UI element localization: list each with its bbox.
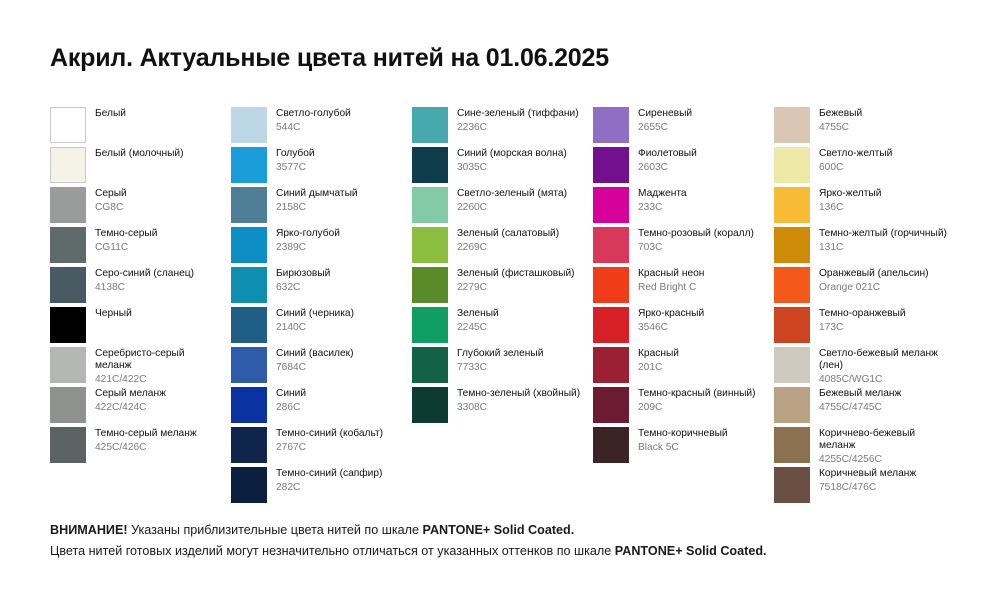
- footer-line-1-bold: PANTONE+ Solid Coated.: [422, 523, 575, 537]
- color-swatch: [774, 227, 810, 263]
- color-swatch: [774, 107, 810, 143]
- swatch-name: Глубокий зеленый: [457, 348, 544, 359]
- swatch-name: Бежевый меланж: [819, 388, 902, 399]
- swatch-code: Orange 021C: [819, 281, 881, 293]
- swatch-name: Темно-желтый (горчичный): [819, 228, 947, 239]
- footer-line-2-text: Цвета нитей готовых изделий могут незначительно отличаться от указанных оттенков по шкале: [50, 543, 615, 558]
- swatch-name: Коричневый меланж: [819, 468, 917, 479]
- swatch-column: [50, 107, 231, 507]
- swatch-name: Темно-серый: [95, 228, 158, 239]
- swatch-row: [50, 427, 231, 467]
- swatch-labels: [95, 147, 183, 160]
- swatch-code: 233C: [638, 201, 663, 213]
- color-swatch: [593, 347, 629, 383]
- swatch-name: Темно-коричневый: [638, 428, 728, 439]
- swatch-code: 421C/422C: [95, 373, 147, 385]
- swatch-labels: [276, 187, 358, 214]
- swatch-name: Темно-синий (кобальт): [276, 428, 384, 439]
- swatch-code: 3577C: [276, 161, 307, 173]
- swatch-labels: [95, 227, 157, 254]
- footer-line-2: [50, 541, 767, 562]
- swatch-code: 131C: [819, 241, 844, 253]
- color-swatch: [774, 147, 810, 183]
- swatch-row: [231, 227, 412, 267]
- swatch-labels: [276, 307, 354, 334]
- swatch-name: Серебристо-серый меланж: [95, 348, 185, 372]
- color-swatch: [412, 267, 448, 303]
- color-swatch: [593, 107, 629, 143]
- swatch-name: Белый: [95, 108, 126, 119]
- swatch-row: [231, 467, 412, 507]
- swatch-labels: [276, 107, 351, 134]
- color-swatch: [50, 187, 86, 223]
- swatch-name: Серый: [95, 188, 127, 199]
- swatch-row: [593, 147, 774, 187]
- color-swatch: [50, 307, 86, 343]
- color-swatch: [50, 347, 86, 383]
- swatch-labels: [457, 187, 567, 214]
- swatch-row: [231, 267, 412, 307]
- swatch-row: [231, 187, 412, 227]
- color-swatch: [412, 347, 448, 383]
- swatch-code: 2389C: [276, 241, 307, 253]
- swatch-labels: [457, 147, 567, 174]
- swatch-name: Темно-зеленый (хвойный): [457, 388, 581, 399]
- swatch-row: [412, 187, 593, 227]
- color-swatch: [231, 387, 267, 423]
- swatch-row: [231, 387, 412, 427]
- color-swatch: [412, 187, 448, 223]
- swatch-code: 2603C: [638, 161, 669, 173]
- swatch-code: 600C: [819, 161, 844, 173]
- color-swatch: [774, 427, 810, 463]
- swatch-code: 7684C: [276, 361, 307, 373]
- swatch-code: 3308C: [457, 401, 488, 413]
- swatch-labels: [457, 107, 579, 134]
- swatch-labels: [276, 147, 315, 174]
- swatch-name: Синий (черника): [276, 308, 354, 319]
- swatch-labels: [276, 467, 382, 494]
- swatch-row: [412, 307, 593, 347]
- swatch-row: [774, 187, 955, 227]
- swatch-labels: [457, 267, 575, 294]
- swatch-name: Красный: [638, 348, 679, 359]
- color-swatch: [593, 187, 629, 223]
- swatch-labels: [638, 387, 756, 414]
- swatch-code: 425C/426C: [95, 441, 147, 453]
- page-title: Акрил. Актуальные цвета нитей на 01.06.2025: [50, 44, 609, 72]
- color-swatch: [231, 107, 267, 143]
- swatch-name: Светло-желтый: [819, 148, 893, 159]
- swatch-row: [593, 267, 774, 307]
- footer-line-2-bold: PANTONE+ Solid Coated.: [614, 543, 767, 558]
- swatch-row: [593, 427, 774, 467]
- swatch-labels: [638, 187, 687, 214]
- swatch-row: [412, 227, 593, 267]
- swatch-row: [774, 307, 955, 347]
- swatch-name: Голубой: [276, 148, 315, 159]
- swatch-code: 2140C: [276, 321, 307, 333]
- swatch-code: 2279C: [457, 281, 488, 293]
- swatch-row: [774, 267, 955, 307]
- swatch-code: 2158C: [276, 201, 307, 213]
- swatch-name: Темно-розовый (коралл): [638, 228, 754, 239]
- swatch-labels: [819, 147, 892, 174]
- swatch-row: [50, 267, 231, 307]
- swatch-row: [231, 347, 412, 387]
- footer-note: [50, 520, 767, 562]
- swatch-row: [774, 147, 955, 187]
- swatch-code: Black 5C: [638, 441, 679, 453]
- color-swatch: [231, 467, 267, 503]
- swatch-row: [50, 227, 231, 267]
- swatch-labels: [457, 307, 499, 334]
- swatch-name: Темно-серый меланж: [95, 428, 197, 439]
- color-swatch: [231, 187, 267, 223]
- swatch-row: [231, 107, 412, 147]
- swatch-code: 201C: [638, 361, 663, 373]
- swatch-name: Темно-синий (сапфир): [276, 468, 383, 479]
- swatch-code: 4085C/WG1C: [819, 373, 883, 385]
- swatch-code: 209C: [638, 401, 663, 413]
- swatch-code: 136C: [819, 201, 844, 213]
- swatch-code: 632C: [276, 281, 301, 293]
- color-swatch: [774, 347, 810, 383]
- swatch-name: Синий (василек): [276, 348, 354, 359]
- swatch-name: Синий (морская волна): [457, 148, 567, 159]
- swatch-name: Бирюзовый: [276, 268, 331, 279]
- swatch-name: Светло-бежевый меланж (лен): [819, 348, 938, 372]
- color-swatch: [50, 107, 86, 143]
- swatch-labels: [819, 347, 947, 386]
- color-swatch: [593, 307, 629, 343]
- swatch-labels: [276, 427, 383, 454]
- swatch-name: Синий: [276, 388, 307, 399]
- swatch-code: 4755C: [819, 121, 850, 133]
- swatch-labels: [457, 347, 543, 374]
- swatch-column: [774, 107, 955, 507]
- swatch-labels: [638, 227, 754, 254]
- swatch-name: Черный: [95, 308, 132, 319]
- swatch-code: 3035C: [457, 161, 488, 173]
- color-swatch: [593, 227, 629, 263]
- swatch-code: 2260C: [457, 201, 488, 213]
- swatch-name: Темно-оранжевый: [819, 308, 906, 319]
- swatch-columns: [50, 107, 956, 507]
- swatch-name: Ярко-голубой: [276, 228, 340, 239]
- swatch-labels: [819, 267, 929, 294]
- color-swatch: [412, 147, 448, 183]
- swatch-code: 286C: [276, 401, 301, 413]
- swatch-row: [50, 187, 231, 227]
- footer-line-1: [50, 520, 767, 541]
- color-swatch: [50, 147, 86, 183]
- swatch-code: 2767C: [276, 441, 307, 453]
- swatch-labels: [638, 107, 692, 134]
- swatch-name: Ярко-красный: [638, 308, 705, 319]
- swatch-labels: [819, 467, 916, 494]
- swatch-row: [774, 467, 955, 507]
- swatch-labels: [819, 307, 906, 334]
- swatch-row: [774, 427, 955, 467]
- swatch-name: Зеленый (фисташковый): [457, 268, 575, 279]
- swatch-row: [412, 347, 593, 387]
- swatch-code: 2245C: [457, 321, 488, 333]
- swatch-row: [593, 387, 774, 427]
- swatch-name: Синий дымчатый: [276, 188, 358, 199]
- swatch-row: [774, 347, 955, 387]
- color-swatch: [231, 347, 267, 383]
- swatch-labels: [95, 107, 126, 120]
- swatch-labels: [276, 387, 306, 414]
- swatch-row: [231, 147, 412, 187]
- color-swatch: [774, 267, 810, 303]
- swatch-row: [593, 187, 774, 227]
- swatch-name: Красный неон: [638, 268, 705, 279]
- swatch-column: [231, 107, 412, 507]
- swatch-code: 4138C: [95, 281, 126, 293]
- swatch-name: Коричнево-бежевый меланж: [819, 428, 916, 452]
- swatch-code: 7733C: [457, 361, 488, 373]
- color-swatch: [50, 227, 86, 263]
- swatch-name: Маджента: [638, 188, 687, 199]
- swatch-labels: [638, 267, 704, 294]
- swatch-name: Сиреневый: [638, 108, 693, 119]
- swatch-row: [231, 307, 412, 347]
- swatch-labels: [95, 267, 194, 294]
- swatch-code: 2269C: [457, 241, 488, 253]
- color-swatch: [231, 267, 267, 303]
- swatch-name: Светло-голубой: [276, 108, 351, 119]
- swatch-column: [412, 107, 593, 507]
- swatch-name: Фиолетовый: [638, 148, 697, 159]
- swatch-code: 422C/424C: [95, 401, 147, 413]
- color-swatch: [593, 267, 629, 303]
- swatch-code: CG11C: [95, 241, 129, 253]
- swatch-row: [50, 347, 231, 387]
- swatch-name: Ярко-желтый: [819, 188, 882, 199]
- swatch-labels: [819, 107, 862, 134]
- swatch-name: Белый (молочный): [95, 148, 184, 159]
- swatch-name: Оранжевый (апельсин): [819, 268, 929, 279]
- swatch-row: [50, 307, 231, 347]
- color-swatch: [231, 427, 267, 463]
- swatch-labels: [819, 387, 901, 414]
- swatch-code: Red Bright C: [638, 281, 697, 293]
- swatch-labels: [638, 347, 679, 374]
- color-swatch: [50, 387, 86, 423]
- color-swatch: [412, 307, 448, 343]
- color-swatch: [593, 387, 629, 423]
- swatch-labels: [638, 147, 697, 174]
- footer-line-1-text: Указаны приблизительные цвета нитей по шкале: [127, 523, 423, 537]
- swatch-labels: [638, 307, 704, 334]
- footer-attention-label: ВНИМАНИЕ!: [50, 523, 128, 537]
- swatch-row: [593, 347, 774, 387]
- swatch-labels: [819, 227, 947, 254]
- swatch-row: [593, 107, 774, 147]
- swatch-code: 2655C: [638, 121, 669, 133]
- swatch-row: [412, 267, 593, 307]
- color-swatch: [593, 427, 629, 463]
- swatch-name: Зеленый: [457, 308, 499, 319]
- swatch-labels: [95, 427, 197, 454]
- color-swatch: [774, 187, 810, 223]
- color-swatch: [231, 227, 267, 263]
- swatch-row: [774, 227, 955, 267]
- swatch-name: Серо-синий (сланец): [95, 268, 194, 279]
- swatch-row: [593, 307, 774, 347]
- swatch-row: [412, 387, 593, 427]
- swatch-row: [774, 387, 955, 427]
- color-swatch: [50, 267, 86, 303]
- swatch-labels: [819, 187, 881, 214]
- swatch-code: 544C: [276, 121, 301, 133]
- color-swatch: [774, 387, 810, 423]
- swatch-labels: [457, 387, 580, 414]
- swatch-row: [412, 147, 593, 187]
- color-swatch: [231, 307, 267, 343]
- color-swatch: [774, 307, 810, 343]
- swatch-labels: [95, 387, 166, 414]
- swatch-labels: [95, 187, 127, 214]
- swatch-labels: [276, 227, 340, 254]
- swatch-name: Темно-красный (винный): [638, 388, 756, 399]
- swatch-row: [50, 387, 231, 427]
- swatch-name: Сине-зеленый (тиффани): [457, 108, 579, 119]
- swatch-row: [774, 107, 955, 147]
- swatch-column: [593, 107, 774, 507]
- swatch-labels: [457, 227, 559, 254]
- swatch-code: 4755C/4745C: [819, 401, 882, 413]
- color-swatch: [412, 107, 448, 143]
- swatch-code: 7518C/476C: [819, 481, 877, 493]
- swatch-row: [50, 107, 231, 147]
- swatch-row: [231, 427, 412, 467]
- swatch-row: [412, 107, 593, 147]
- color-swatch: [50, 427, 86, 463]
- swatch-code: 282C: [276, 481, 301, 493]
- swatch-name: Серый меланж: [95, 388, 166, 399]
- swatch-name: Бежевый: [819, 108, 863, 119]
- swatch-code: CG8C: [95, 201, 124, 213]
- swatch-labels: [638, 427, 728, 454]
- swatch-row: [593, 227, 774, 267]
- swatch-labels: [95, 347, 223, 386]
- swatch-labels: [276, 267, 330, 294]
- color-swatch: [593, 147, 629, 183]
- color-swatch: [231, 147, 267, 183]
- swatch-labels: [276, 347, 354, 374]
- swatch-name: Светло-зеленый (мята): [457, 188, 568, 199]
- swatch-labels: [95, 307, 132, 320]
- swatch-code: 703C: [638, 241, 663, 253]
- swatch-labels: [819, 427, 947, 466]
- color-swatch: [774, 467, 810, 503]
- swatch-code: 173C: [819, 321, 844, 333]
- swatch-code: 3546C: [638, 321, 669, 333]
- swatch-code: 2236C: [457, 121, 488, 133]
- swatch-code: 4255C/4256C: [819, 453, 882, 465]
- color-swatch: [412, 227, 448, 263]
- swatch-row: [50, 147, 231, 187]
- color-swatch: [412, 387, 448, 423]
- swatch-name: Зеленый (салатовый): [457, 228, 560, 239]
